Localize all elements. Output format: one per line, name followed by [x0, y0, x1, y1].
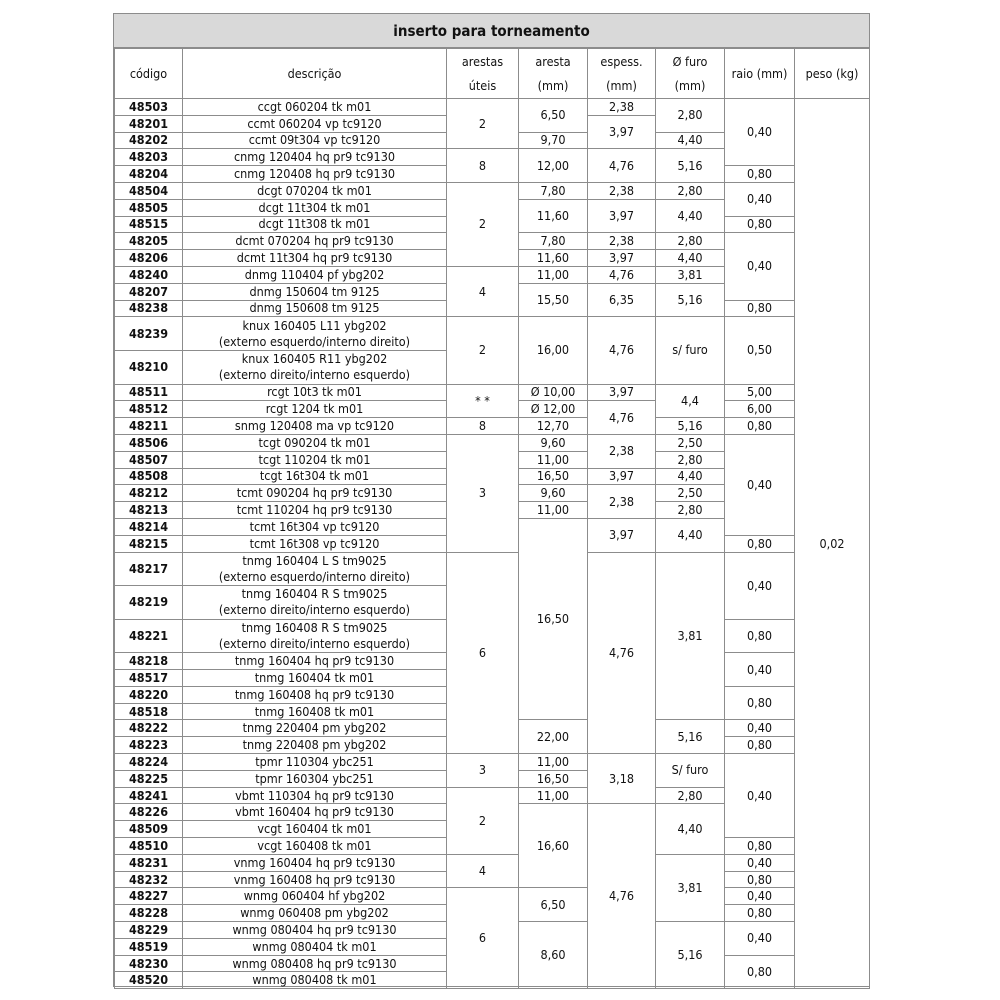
aresta-value: 11,00 [519, 266, 588, 283]
product-description: snmg 120408 ma vp tc9120 [183, 418, 447, 435]
description-note: (externo direito/interno esquerdo) [218, 636, 411, 651]
product-code: 48512 [115, 401, 183, 418]
arestas-uteis-value: 4 [447, 266, 519, 316]
product-code: 48215 [115, 535, 183, 552]
aresta-value: 16,50 [519, 518, 588, 720]
aresta-value: 11,00 [519, 451, 588, 468]
product-description: vbmt 160404 hq pr9 tc9130 [183, 804, 447, 821]
product-code: 48518 [115, 703, 183, 720]
arestas-uteis-value: 8 [447, 418, 519, 435]
product-code: 48511 [115, 384, 183, 401]
arestas-uteis-value: 2 [447, 787, 519, 854]
product-description: ccgt 060204 tk m01 [183, 99, 447, 116]
header-codigo: código [115, 49, 183, 99]
furo-value: 4,40 [656, 804, 725, 854]
description-note: (externo esquerdo/interno direito) [218, 333, 411, 349]
raio-value: 0,40 [725, 754, 795, 838]
espessura-value: 4,76 [588, 401, 656, 435]
product-code: 48515 [115, 216, 183, 233]
raio-value: 0,40 [725, 854, 795, 871]
espessura-value: 2,38 [588, 485, 656, 519]
furo-value: s/ furo [656, 317, 725, 384]
table-body [115, 99, 870, 989]
aresta-value: 9,60 [519, 434, 588, 451]
product-code: 48225 [115, 770, 183, 787]
product-description: wnmg 080408 tk m01 [183, 972, 447, 989]
product-code: 48214 [115, 518, 183, 535]
product-code: 48240 [115, 266, 183, 283]
description-note: (externo direito/interno esquerdo) [218, 367, 411, 383]
product-code: 48231 [115, 854, 183, 871]
aresta-value: 6,50 [519, 99, 588, 133]
espessura-value: 4,76 [588, 552, 656, 754]
aresta-value: 9,60 [519, 485, 588, 502]
aresta-value: 11,60 [519, 250, 588, 267]
table-row [115, 418, 870, 435]
product-code: 48232 [115, 871, 183, 888]
product-description: wnmg 080408 hq pr9 tc9130 [183, 955, 447, 972]
product-description: tcmt 090204 hq pr9 tc9130 [183, 485, 447, 502]
arestas-uteis-value: 6 [447, 552, 519, 754]
raio-value: 0,40 [725, 182, 795, 216]
raio-value: 0,80 [725, 535, 795, 552]
product-code: 48224 [115, 754, 183, 771]
product-description: vcgt 160404 tk m01 [183, 821, 447, 838]
product-description: tcgt 110204 tk m01 [183, 451, 447, 468]
product-code: 48206 [115, 250, 183, 267]
product-description [183, 317, 447, 351]
furo-value: 3,81 [656, 854, 725, 921]
product-code: 48218 [115, 653, 183, 670]
product-code: 48507 [115, 451, 183, 468]
product-description [183, 552, 447, 586]
product-code: 48505 [115, 199, 183, 216]
product-code: 48229 [115, 922, 183, 939]
raio-value: 0,40 [725, 99, 795, 166]
aresta-value: 11,00 [519, 787, 588, 804]
product-description: cnmg 120404 hq pr9 tc9130 [183, 149, 447, 166]
product-description: wnmg 080404 hq pr9 tc9130 [183, 922, 447, 939]
table-row [115, 182, 870, 199]
espessura-value: 2,38 [588, 434, 656, 468]
product-description: tnmg 160404 tk m01 [183, 670, 447, 687]
inserts-table [114, 48, 870, 989]
espessura-value: 4,76 [588, 804, 656, 989]
furo-value: 5,16 [656, 149, 725, 183]
aresta-value: 7,80 [519, 182, 588, 199]
header-aresta-line1: aresta [535, 53, 571, 69]
espessura-value: 3,97 [588, 384, 656, 401]
product-code: 48204 [115, 166, 183, 183]
product-code: 48241 [115, 787, 183, 804]
raio-value: 0,80 [725, 871, 795, 888]
product-description: vcgt 160408 tk m01 [183, 838, 447, 855]
raio-value: 0,40 [725, 434, 795, 535]
description-note: (externo esquerdo/interno direito) [218, 568, 411, 584]
product-description: tcmt 16t304 vp tc9120 [183, 518, 447, 535]
product-table-sheet [113, 13, 870, 987]
aresta-value: 22,00 [519, 720, 588, 754]
product-code: 48508 [115, 468, 183, 485]
product-code: 48220 [115, 686, 183, 703]
product-description: dcgt 11t308 tk m01 [183, 216, 447, 233]
product-description: tnmg 160408 tk m01 [183, 703, 447, 720]
furo-value: 4,40 [656, 250, 725, 267]
header-espessura [588, 49, 656, 99]
product-code: 48519 [115, 938, 183, 955]
furo-value: 4,40 [656, 132, 725, 149]
product-code: 48205 [115, 233, 183, 250]
product-code: 48506 [115, 434, 183, 451]
arestas-uteis-value: 2 [447, 182, 519, 266]
aresta-value: 11,00 [519, 502, 588, 519]
furo-value: 2,80 [656, 502, 725, 519]
product-code: 48228 [115, 905, 183, 922]
header-arestas-uteis [447, 49, 519, 99]
espessura-value: 3,97 [588, 115, 656, 149]
espessura-value: 3,97 [588, 518, 656, 552]
table-row [115, 854, 870, 871]
espessura-value: 4,76 [588, 317, 656, 384]
arestas-uteis-value: 2 [447, 317, 519, 384]
product-code: 48210 [115, 350, 183, 384]
espessura-value: 2,38 [588, 99, 656, 116]
header-arestas-line1: arestas [461, 53, 504, 69]
raio-value: 0,80 [725, 418, 795, 435]
raio-value: 0,80 [725, 955, 795, 989]
furo-value: 5,16 [656, 922, 725, 989]
header-aresta [519, 49, 588, 99]
furo-value: 3,81 [656, 552, 725, 720]
arestas-uteis-value: 2 [447, 99, 519, 149]
arestas-uteis-value: 3 [447, 434, 519, 552]
product-code: 48239 [115, 317, 183, 351]
product-code: 48504 [115, 182, 183, 199]
furo-value: 4,4 [656, 384, 725, 418]
aresta-value: 16,50 [519, 468, 588, 485]
aresta-value: 12,00 [519, 149, 588, 183]
header-furo-line2: (mm) [674, 77, 706, 93]
furo-value: 4,40 [656, 518, 725, 552]
product-code: 48223 [115, 737, 183, 754]
furo-value: 3,81 [656, 266, 725, 283]
product-description: tcgt 16t304 tk m01 [183, 468, 447, 485]
product-description: tnmg 220408 pm ybg202 [183, 737, 447, 754]
aresta-value: 8,60 [519, 922, 588, 989]
product-code: 48212 [115, 485, 183, 502]
product-code: 48517 [115, 670, 183, 687]
description-line: tnmg 160404 L S tm9025 [242, 552, 387, 568]
arestas-uteis-value: 4 [447, 854, 519, 888]
furo-value: 4,40 [656, 199, 725, 233]
aresta-value: 15,50 [519, 283, 588, 317]
raio-value: 0,80 [725, 619, 795, 653]
product-code: 48510 [115, 838, 183, 855]
raio-value: 0,80 [725, 737, 795, 754]
product-code: 48226 [115, 804, 183, 821]
furo-value: 4,40 [656, 468, 725, 485]
raio-value: 0,50 [725, 317, 795, 384]
furo-value: 2,80 [656, 182, 725, 199]
product-description: dcgt 070204 tk m01 [183, 182, 447, 199]
product-code: 48213 [115, 502, 183, 519]
product-description: tpmr 110304 ybc251 [183, 754, 447, 771]
furo-value: 2,50 [656, 434, 725, 451]
raio-value: 6,00 [725, 401, 795, 418]
product-description: tcmt 16t308 vp tc9120 [183, 535, 447, 552]
espessura-value: 3,97 [588, 250, 656, 267]
product-description: dnmg 150608 tm 9125 [183, 300, 447, 317]
aresta-value: 12,70 [519, 418, 588, 435]
raio-value: 0,80 [725, 905, 795, 922]
raio-value: 0,40 [725, 720, 795, 737]
product-description: tcmt 110204 hq pr9 tc9130 [183, 502, 447, 519]
raio-value: 0,40 [725, 233, 795, 300]
product-description: tcgt 090204 tk m01 [183, 434, 447, 451]
product-code: 48230 [115, 955, 183, 972]
raio-value: 0,80 [725, 838, 795, 855]
table-row [115, 384, 870, 401]
product-description: ccmt 060204 vp tc9120 [183, 115, 447, 132]
product-description: vbmt 110304 hq pr9 tc9130 [183, 787, 447, 804]
product-code: 48207 [115, 283, 183, 300]
product-description: dnmg 150604 tm 9125 [183, 283, 447, 300]
espessura-value: 3,18 [588, 754, 656, 804]
description-note: (externo direito/interno esquerdo) [218, 602, 411, 618]
espessura-value: 2,38 [588, 182, 656, 199]
header-espess-line2: (mm) [606, 77, 637, 93]
product-code: 48503 [115, 99, 183, 116]
product-description: rcgt 1204 tk m01 [183, 401, 447, 418]
product-description: dnmg 110404 pf ybg202 [183, 266, 447, 283]
table-row [115, 434, 870, 451]
description-line: tnmg 160408 R S tm9025 [241, 620, 388, 635]
product-code: 48509 [115, 821, 183, 838]
product-description: wnmg 060404 hf ybg202 [183, 888, 447, 905]
aresta-value: 16,50 [519, 770, 588, 787]
arestas-uteis-value: 3 [447, 754, 519, 788]
aresta-value: Ø 10,00 [519, 384, 588, 401]
raio-value: 0,80 [725, 166, 795, 183]
espessura-value: 4,76 [588, 266, 656, 283]
furo-value: 2,80 [656, 451, 725, 468]
header-furo [656, 49, 725, 99]
product-code: 48217 [115, 552, 183, 586]
header-arestas-line2: úteis [468, 77, 497, 93]
furo-value: 2,50 [656, 485, 725, 502]
aresta-value: 16,60 [519, 804, 588, 888]
table-row [115, 754, 870, 771]
product-code: 48201 [115, 115, 183, 132]
description-line: knux 160405 L11 ybg202 [242, 317, 387, 333]
product-description [183, 350, 447, 384]
product-description [183, 619, 447, 653]
espessura-value: 2,38 [588, 233, 656, 250]
raio-value: 0,80 [725, 300, 795, 317]
product-description: rcgt 10t3 tk m01 [183, 384, 447, 401]
product-description: wnmg 060408 pm ybg202 [183, 905, 447, 922]
raio-value: 0,40 [725, 888, 795, 905]
furo-value: 2,80 [656, 787, 725, 804]
table-row [115, 888, 870, 905]
table-row [115, 99, 870, 116]
product-code: 48211 [115, 418, 183, 435]
aresta-value: 6,50 [519, 888, 588, 922]
product-description: tpmr 160304 ybc251 [183, 770, 447, 787]
product-description: tnmg 160408 hq pr9 tc9130 [183, 686, 447, 703]
header-raio: raio (mm) [725, 49, 795, 99]
espessura-value: 3,97 [588, 199, 656, 233]
product-code: 48221 [115, 619, 183, 653]
aresta-value: 11,60 [519, 199, 588, 233]
aresta-value: Ø 12,00 [519, 401, 588, 418]
arestas-uteis-value: 8 [447, 149, 519, 183]
header-peso: peso (kg) [795, 49, 870, 99]
furo-value: 2,80 [656, 233, 725, 250]
header-furo-line1: Ø furo [672, 53, 708, 69]
peso-value: 0,02 [795, 99, 870, 989]
header-espess-line1: espess. [600, 53, 643, 69]
header-aresta-line2: (mm) [537, 77, 569, 93]
raio-value: 0,40 [725, 653, 795, 687]
raio-value: 0,80 [725, 216, 795, 233]
product-code: 48219 [115, 586, 183, 620]
product-description: vnmg 160404 hq pr9 tc9130 [183, 854, 447, 871]
espessura-value: 3,97 [588, 468, 656, 485]
aresta-value: 11,00 [519, 754, 588, 771]
espessura-value: 4,76 [588, 149, 656, 183]
aresta-value: 7,80 [519, 233, 588, 250]
aresta-value: 9,70 [519, 132, 588, 149]
table-row [115, 317, 870, 351]
furo-value: 2,80 [656, 99, 725, 133]
product-description [183, 586, 447, 620]
product-description: dcgt 11t304 tk m01 [183, 199, 447, 216]
product-description: wnmg 080404 tk m01 [183, 938, 447, 955]
table-row [115, 552, 870, 586]
product-description: tnmg 160404 hq pr9 tc9130 [183, 653, 447, 670]
product-description: cnmg 120408 hq pr9 tc9130 [183, 166, 447, 183]
description-line: knux 160405 R11 ybg202 [241, 351, 388, 367]
product-code: 48520 [115, 972, 183, 989]
product-code: 48203 [115, 149, 183, 166]
aresta-value: 16,00 [519, 317, 588, 384]
arestas-uteis-value: 6 [447, 888, 519, 989]
product-code: 48238 [115, 300, 183, 317]
product-description: tnmg 220404 pm ybg202 [183, 720, 447, 737]
furo-value: 5,16 [656, 283, 725, 317]
raio-value: 0,80 [725, 686, 795, 720]
product-description: ccmt 09t304 vp tc9120 [183, 132, 447, 149]
raio-value: 0,40 [725, 922, 795, 956]
product-code: 48202 [115, 132, 183, 149]
description-line: tnmg 160404 R S tm9025 [241, 586, 388, 602]
product-description: dcmt 070204 hq pr9 tc9130 [183, 233, 447, 250]
furo-value: 5,16 [656, 720, 725, 754]
espessura-value: 6,35 [588, 283, 656, 317]
raio-value: 5,00 [725, 384, 795, 401]
product-code: 48227 [115, 888, 183, 905]
arestas-uteis-value: * * [447, 384, 519, 418]
product-code: 48222 [115, 720, 183, 737]
table-title: inserto para torneamento [114, 14, 869, 48]
product-description: dcmt 11t304 hq pr9 tc9130 [183, 250, 447, 267]
furo-value: 5,16 [656, 418, 725, 435]
product-description: vnmg 160408 hq pr9 tc9130 [183, 871, 447, 888]
furo-value: S/ furo [656, 754, 725, 788]
header-descricao: descrição [183, 49, 447, 99]
raio-value: 0,40 [725, 552, 795, 619]
